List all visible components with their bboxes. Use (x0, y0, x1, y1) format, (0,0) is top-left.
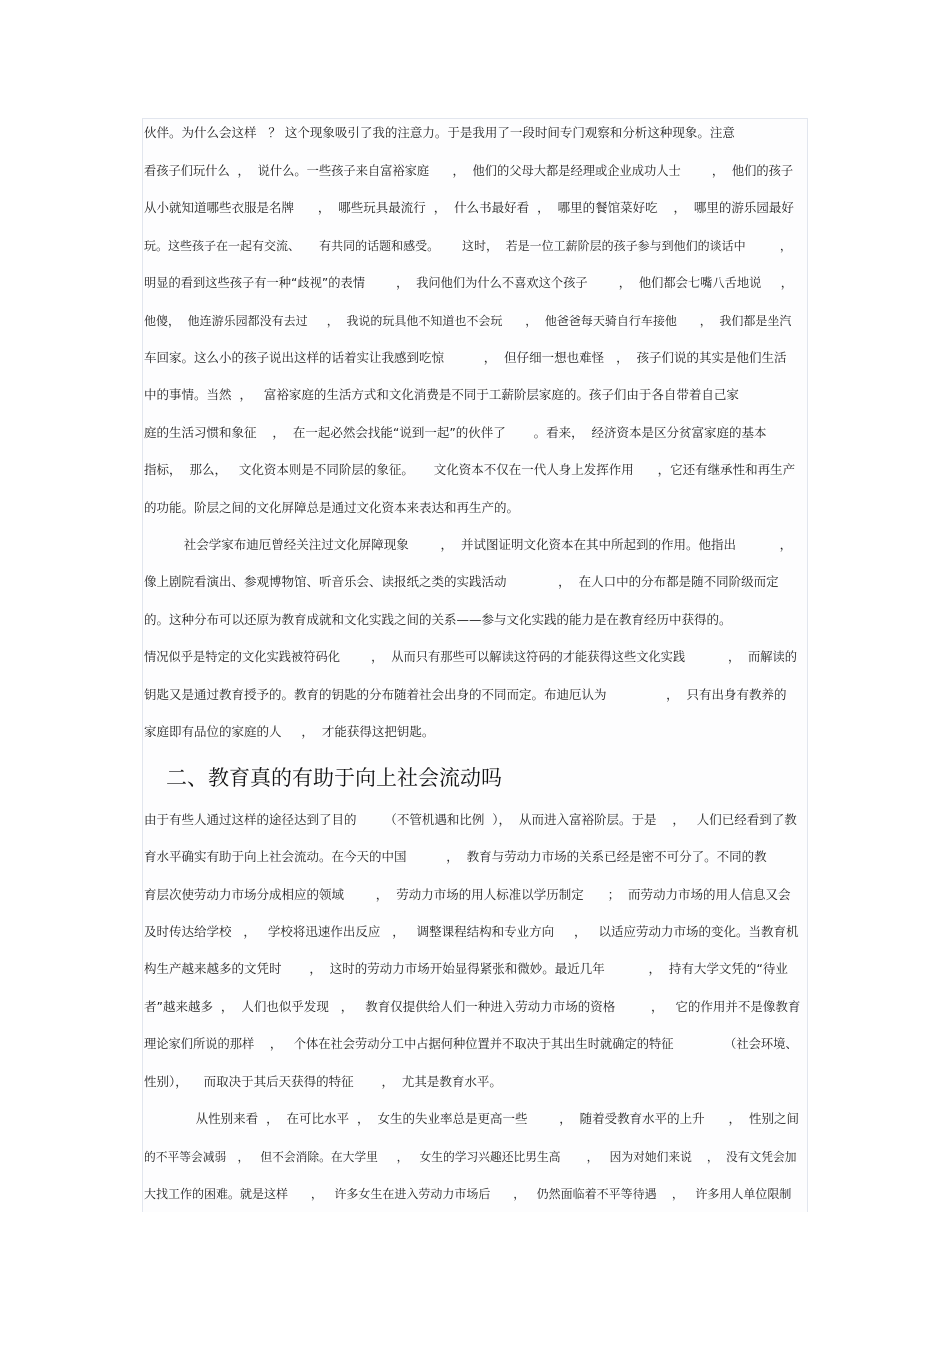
text-line: 大找工作的困难。就是这样 ， 许多女生在进入劳动力市场后 ， 仍然面临着不平等待遇 ， 许多用人单位限制 (144, 1187, 792, 1201)
text-line: 由于有些人通过这样的途径达到了目的 （不管机遇和比例 ）， 从而进入富裕阶层。于是 ， 人们已经看到了教 (144, 812, 797, 827)
text-line: 者”越来越多 ， 人们也似乎发现 ， 教育仅提供给人们一种进入劳动力市场的资格 ， 它的作用并不是像教育 (144, 999, 801, 1014)
text-line: 家庭即有品位的家庭的人 ， 才能获得这把钥匙。 (144, 724, 435, 739)
text-line: 的功能。阶层之间的文化屏障总是通过文化资本来表达和再生产的。 (144, 500, 520, 515)
text-line: 育水平确实有助于向上社会流动。在今天的中国 ， 教育与劳动力市场的关系已经是密不可分了。不同的教 (144, 849, 767, 864)
text-line: 的不平等会减弱 ， 但不会消除。在大学里 ， 女生的学习兴趣还比男生高 ， 因为对她们来说 ， 没有文凭会加 (144, 1150, 797, 1164)
text-line: 构生产越来越多的文凭时 ， 这时的劳动力市场开始显得紧张和微妙。最近几年 ， 持有大学文凭的“待业 (144, 961, 788, 976)
text-line: 指标， 那么， 文化资本则是不同阶层的象征。 文化资本不仅在一代人身上发挥作用 ，它还有继承性和再生产 (144, 462, 796, 477)
text-line: 及时传达给学校 ， 学校将迅速作出反应 ， 调整课程结构和专业方向 ， 以适应劳动力市场的变化。当教育机 (144, 924, 799, 939)
text-line: 性别）， 而取决于其后天获得的特征 ， 尤其是教育水平。 (144, 1074, 502, 1089)
section-heading: 二、教育真的有助于向上社会流动吗 (166, 766, 502, 790)
text-line: 从性别来看 ， 在可比水平 ， 女生的失业率总是更高一些 ， 随着受教育水平的上升 ， 性别之间 (144, 1111, 799, 1126)
text-line: 理论家们所说的那样 ， 个体在社会劳动分工中占据何种位置并不取决于其出生时就确定的特征 （社会环境、 (144, 1037, 798, 1051)
text-line: 从小就知道哪些衣服是名牌 ， 哪些玩具最流行 ， 什么书最好看 ， 哪里的餐馆菜好吃 ， 哪里的游乐园最好 (144, 200, 794, 215)
text-line: 伙伴。为什么会这样 ？ 这个现象吸引了我的注意力。于是我用了一段时间专门观察和分析这种现象。注意 (144, 125, 735, 140)
text-line: 钥匙又是通过教育授予的。教育的钥匙的分布随着社会出身的不同而定。布迪厄认为 ， 只有出身有教养的 (144, 687, 787, 702)
text-line: 玩。这些孩子在一起有交流、 有共同的话题和感受。 这时， 若是一位工薪阶层的孩子参与到他们的谈话中 ， (144, 239, 792, 253)
text-line: 车回家。这么小的孩子说出这样的话着实让我感到吃惊 ， 但仔细一想也难怪 ， 孩子们说的其实是他们生活 (144, 350, 787, 365)
text-line: 社会学家布迪厄曾经关注过文化屏障现象 ， 并试图证明文化资本在其中所起到的作用。他指出 ， (144, 537, 793, 552)
text-line: 育层次使劳动力市场分成相应的领域 ， 劳动力市场的用人标准以学历制定 ； 而劳动力市场的用人信息又会 (144, 887, 791, 902)
text-line: 他傻， 他连游乐园都没有去过 ， 我说的玩具他不知道也不会玩 ， 他爸爸每天骑自行车接他 ， 我们都是坐汽 (144, 314, 792, 328)
text-line: 的。这种分布可以还原为教育成就和文化实践之间的关系——参与文化实践的能力是在教育经历中获得的。 (144, 612, 732, 627)
text-line: 庭的生活习惯和象征 ， 在一起必然会找能“说到一起”的伙伴了 。看来， 经济资本是区分贫富家庭的基本 (144, 425, 767, 440)
text-line: 情况似乎是特定的文化实践被符码化 ， 从而只有那些可以解读这符码的才能获得这些文化实践 ， 而解读的 (144, 650, 798, 664)
text-line: 中的事情。当然 ， 富裕家庭的生活方式和文化消费是不同于工薪阶层家庭的。孩子们由于各自带着自己家 (144, 387, 739, 402)
text-line: 明显的看到这些孩子有一种“歧视”的表情 ， 我问他们为什么不喜欢这个孩子 ， 他们都会七嘴八舌地说 ， (144, 276, 794, 290)
text-line: 像上剧院看演出、参观博物馆、听音乐会、读报纸之类的实践活动 ， 在人口中的分布都是随不同阶级而定 (144, 574, 779, 589)
text-line: 看孩子们玩什么 ， 说什么。一些孩子来自富裕家庭 ， 他们的父母大都是经理或企业成功人士 ， 他们的孩子 (144, 164, 794, 178)
